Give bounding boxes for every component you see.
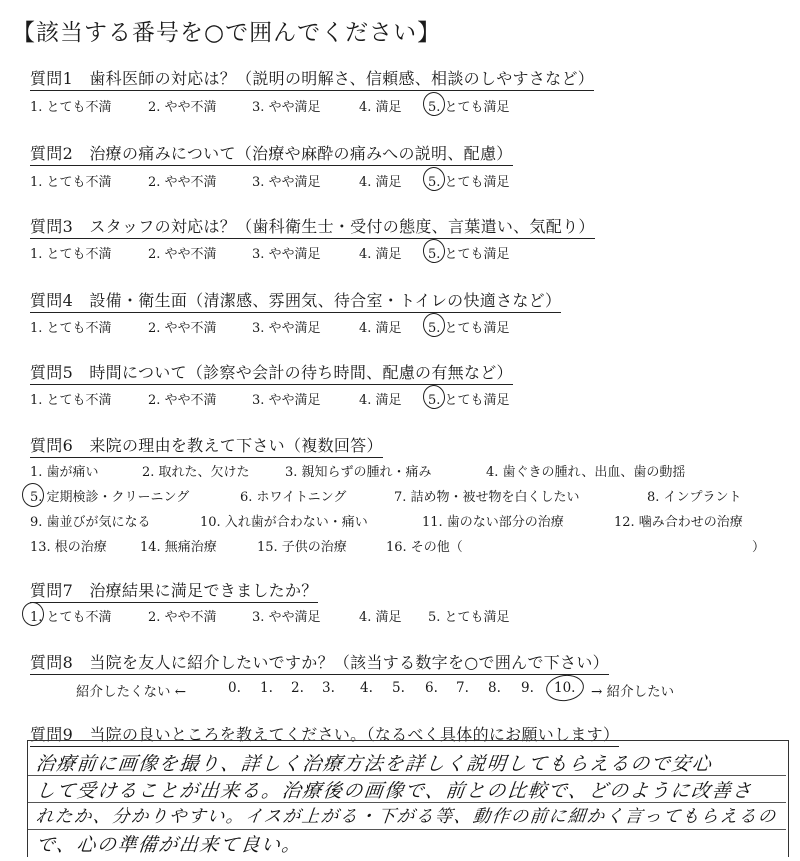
q6-option-14[interactable]: 14. 無痛治療 (140, 540, 217, 555)
q9-answer-line-1: 治療前に画像を撮り、詳しく治療方法を詳しく説明してもらえるので安心 (34, 753, 714, 775)
question-1-title: 質問1 歯科医師の対応は？（説明の明解さ、信頼感、相談のしやすさなど） (30, 66, 594, 91)
q8-value-10[interactable]: 10. (554, 680, 576, 696)
q2-option-5[interactable]: 5. とても満足 (428, 175, 510, 190)
q6-option-10[interactable]: 10. 入れ歯が合わない・痛い (200, 515, 368, 530)
q6-option-13[interactable]: 13. 根の治療 (30, 540, 107, 555)
q4-option-5[interactable]: 5. とても満足 (428, 321, 510, 336)
q9-answer-line-2: して受けることが出来る。治療後の画像で、前との比較で、どのように改善さ (34, 780, 754, 802)
q6-option-9[interactable]: 9. 歯並びが気になる (30, 515, 151, 530)
q9-answer-line-3: れたか、分かりやすい。イスが上がる・下がる等、動作の前に細かく言ってもらえるの (34, 807, 778, 827)
q1-option-4[interactable]: 4. 満足 (359, 100, 402, 115)
q9-answer-line-4: で、心の準備が出来て良い。 (34, 834, 304, 856)
q4-option-2[interactable]: 2. やや不満 (148, 321, 217, 336)
q6-option-15[interactable]: 15. 子供の治療 (257, 540, 347, 555)
q3-option-5[interactable]: 5. とても満足 (428, 247, 510, 262)
q8-value-6[interactable]: 6. (425, 680, 438, 696)
q8-value-2[interactable]: 2. (291, 680, 304, 696)
question-2-title: 質問2 治療の痛みについて（治療や麻酔の痛みへの説明、配慮） (30, 141, 513, 166)
q2-option-3[interactable]: 3. やや満足 (252, 175, 321, 190)
q6-option-4[interactable]: 4. 歯ぐきの腫れ、出血、歯の動揺 (486, 465, 686, 480)
q3-option-1[interactable]: 1. とても不満 (30, 247, 112, 262)
q1-option-3[interactable]: 3. やや満足 (252, 100, 321, 115)
question-4-title: 質問4 設備・衛生面（清潔感、雰囲気、待合室・トイレの快適さなど） (30, 288, 561, 313)
question-3-title: 質問3 スタッフの対応は？（歯科衛生士・受付の態度、言葉遣い、気配り） (30, 214, 595, 239)
q6-option-3[interactable]: 3. 親知らずの腫れ・痛み (285, 465, 432, 480)
q8-value-3[interactable]: 3. (322, 680, 335, 696)
q8-value-1[interactable]: 1. (260, 680, 273, 696)
q4-option-1[interactable]: 1. とても不満 (30, 321, 112, 336)
q6-other-close: ） (752, 540, 766, 555)
question-9-title: 質問9 当院の良いところを教えてください。（なるべく具体的にお願いします） (30, 722, 619, 747)
q4-option-3[interactable]: 3. やや満足 (252, 321, 321, 336)
q8-value-4[interactable]: 4. (360, 680, 373, 696)
question-4-options (30, 317, 770, 335)
question-7-title: 質問7 治療結果に満足できましたか？ (30, 578, 318, 603)
q8-right-label: → 紹介したい (591, 684, 675, 700)
q3-option-3[interactable]: 3. やや満足 (252, 247, 321, 262)
q2-option-1[interactable]: 1. とても不満 (30, 175, 112, 190)
q5-option-4[interactable]: 4. 満足 (359, 393, 402, 408)
q3-option-4[interactable]: 4. 満足 (359, 247, 402, 262)
q8-value-9[interactable]: 9. (521, 680, 534, 696)
q8-value-7[interactable]: 7. (456, 680, 469, 696)
q7-option-1[interactable]: 1. とても不満 (30, 610, 112, 625)
question-6-title: 質問6 来院の理由を教えて下さい（複数回答） (30, 433, 383, 458)
q3-option-2[interactable]: 2. やや不満 (148, 247, 217, 262)
question-6-row-4 (30, 536, 790, 554)
q1-option-2[interactable]: 2. やや不満 (148, 100, 217, 115)
q7-option-5[interactable]: 5. とても満足 (428, 610, 510, 625)
question-7-options (30, 606, 770, 624)
q6-option-2[interactable]: 2. 取れた、欠けた (142, 465, 250, 480)
q8-value-8[interactable]: 8. (488, 680, 501, 696)
q5-option-5[interactable]: 5. とても満足 (428, 393, 510, 408)
question-6-row-3 (30, 511, 790, 529)
q6-option-1[interactable]: 1. 歯が痛い (30, 465, 99, 480)
question-6-row-2 (24, 486, 790, 504)
q7-option-3[interactable]: 3. やや満足 (252, 610, 321, 625)
q6-option-6[interactable]: 6. ホワイトニング (240, 490, 347, 505)
q8-value-0[interactable]: 0. (228, 680, 241, 696)
q6-option-16[interactable]: 16. その他（ (386, 540, 463, 555)
q5-option-1[interactable]: 1. とても不満 (30, 393, 112, 408)
q1-option-5[interactable]: 5. とても満足 (428, 100, 510, 115)
question-3-options (30, 243, 770, 261)
question-5-options (30, 389, 770, 407)
q6-option-5[interactable]: 5. 定期検診・クリーニング (30, 490, 190, 505)
page-header: 【該当する番号を○で囲んでください】 (12, 20, 442, 46)
q8-left-label: 紹介したくない ← (76, 684, 187, 700)
q2-option-2[interactable]: 2. やや不満 (148, 175, 217, 190)
q6-option-7[interactable]: 7. 詰め物・被せ物を白くしたい (394, 490, 580, 505)
question-6-row-1 (30, 461, 790, 479)
question-8-scale (76, 680, 776, 700)
q8-selection-circle (544, 672, 585, 703)
q2-option-4[interactable]: 4. 満足 (359, 175, 402, 190)
q7-option-2[interactable]: 2. やや不満 (148, 610, 217, 625)
question-5-title: 質問5 時間について（診察や会計の待ち時間、配慮の有無など） (30, 360, 513, 385)
question-2-options (30, 171, 770, 189)
q4-option-4[interactable]: 4. 満足 (359, 321, 402, 336)
q1-option-1[interactable]: 1. とても不満 (30, 100, 112, 115)
q8-value-5[interactable]: 5. (392, 680, 405, 696)
q5-option-3[interactable]: 3. やや満足 (252, 393, 321, 408)
q7-option-4[interactable]: 4. 満足 (359, 610, 402, 625)
question-1-options (30, 96, 770, 114)
q6-option-8[interactable]: 8. インプラント (647, 490, 742, 505)
question-8-title: 質問8 当院を友人に紹介したいですか？（該当する数字を○で囲んで下さい） (30, 650, 609, 675)
q5-option-2[interactable]: 2. やや不満 (148, 393, 217, 408)
q6-option-12[interactable]: 12. 噛み合わせの治療 (614, 515, 743, 530)
q6-option-11[interactable]: 11. 歯のない部分の治療 (422, 515, 564, 530)
